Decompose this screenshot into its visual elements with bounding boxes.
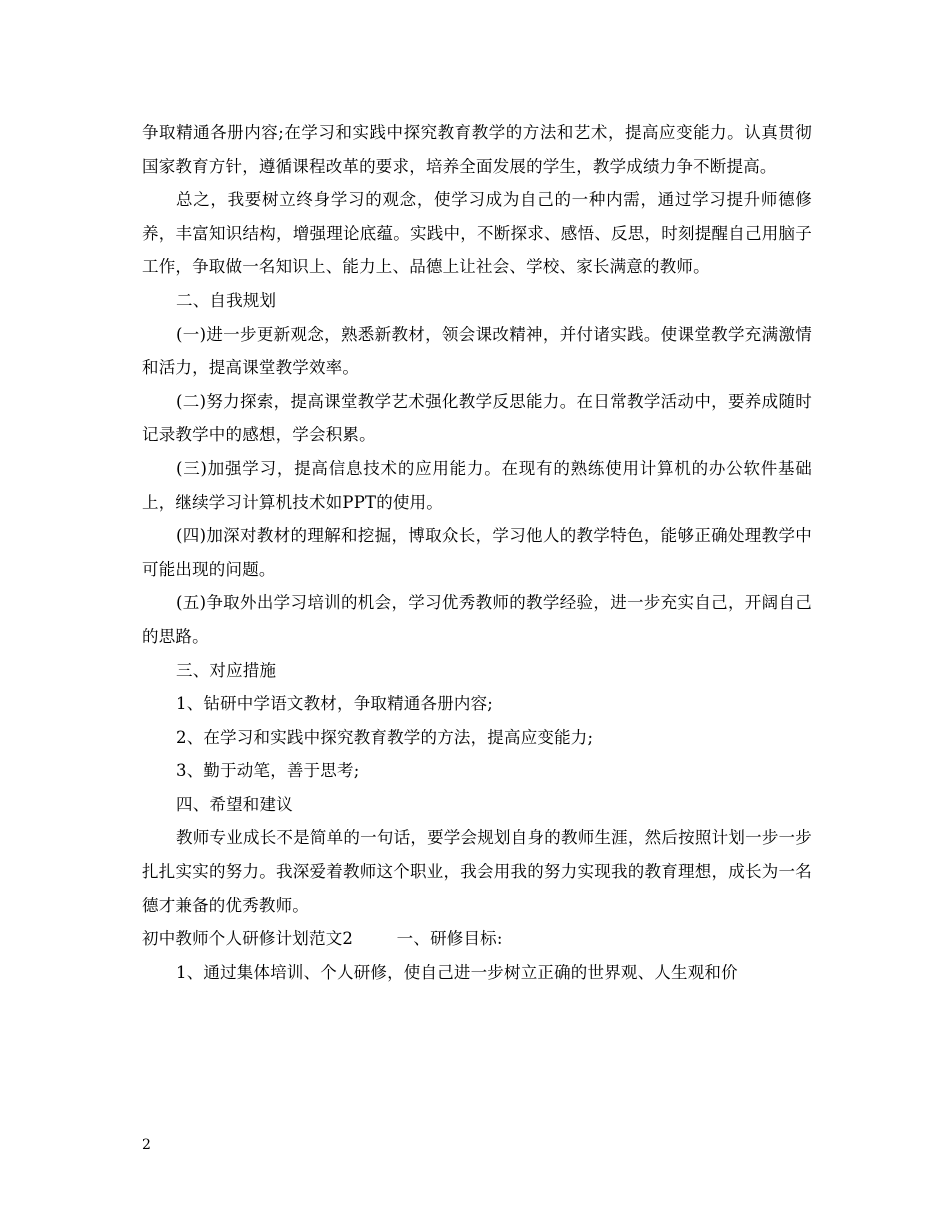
article-title: 初中教师个人研修计划范文2 (142, 929, 354, 949)
measure-item-3: 3、勤于动笔，善于思考; (176, 761, 360, 781)
section-heading-measures: 三、对应措施 (176, 660, 277, 680)
section-heading-self-planning: 二、自我规划 (176, 290, 277, 310)
plan-item-1: (一)进一步更新观念，熟悉新教材，领会课改精神，并付诸实践。使课堂教学充满激情和活力，提高课堂教学效率。 (142, 324, 812, 378)
page-number: 2 (142, 1137, 151, 1153)
article-subtitle: 一、研修目标: (396, 929, 503, 949)
paragraph-1: 争取精通各册内容;在学习和实践中探究教育教学的方法和艺术，提高应变能力。认真贯彻国家教育方针，遵循课程改革的要求，培养全面发展的学生，教学成绩力争不断提高。 (142, 123, 812, 176)
article-heading-line (142, 922, 812, 956)
paragraph-hopes: 教师专业成长不是简单的一句话，要学会规划自身的教师生涯，然后按照计划一步一步扎扎实实的努力。我深爱着教师这个职业，我会用我的努力实现我的教育理想，成长为一名德才兼备的优秀教师。 (142, 828, 812, 915)
document-body (142, 116, 812, 989)
paragraph-goal-1: 1、通过集体培训、个人研修，使自己进一步树立正确的世界观、人生观和价 (176, 962, 738, 982)
plan-item-4: (四)加深对教材的理解和挖掘，博取众长，学习他人的教学特色，能够正确处理教学中可能出现的问题。 (142, 526, 812, 579)
plan-item-2: (二)努力探索，提高课堂教学艺术强化教学反思能力。在日常教学活动中，要养成随时记录教学中的感想，学会积累。 (142, 391, 812, 445)
measure-item-2: 2、在学习和实践中探究教育教学的方法，提高应变能力; (176, 727, 594, 747)
section-heading-hopes: 四、希望和建议 (176, 794, 293, 814)
plan-item-3: (三)加强学习，提高信息技术的应用能力。在现有的熟练使用计算机的办公软件基础上，继续学习计算机技术如PPT的使用。 (142, 458, 812, 512)
plan-item-5: (五)争取外出学习培训的机会，学习优秀教师的教学经验，进一步充实自己，开阔自己的思路。 (142, 593, 812, 646)
measure-item-1: 1、钻研中学语文教材，争取精通各册内容; (176, 694, 494, 714)
paragraph-2: 总之，我要树立终身学习的观念，使学习成为自己的一种内需，通过学习提升师德修养，丰富知识结构，增强理论底蕴。实践中，不断探求、感悟、反思，时刻提醒自己用脑子工作，争取做一名知识上、能力上、品德上让社会、学校、家长满意的教师。 (142, 190, 812, 277)
